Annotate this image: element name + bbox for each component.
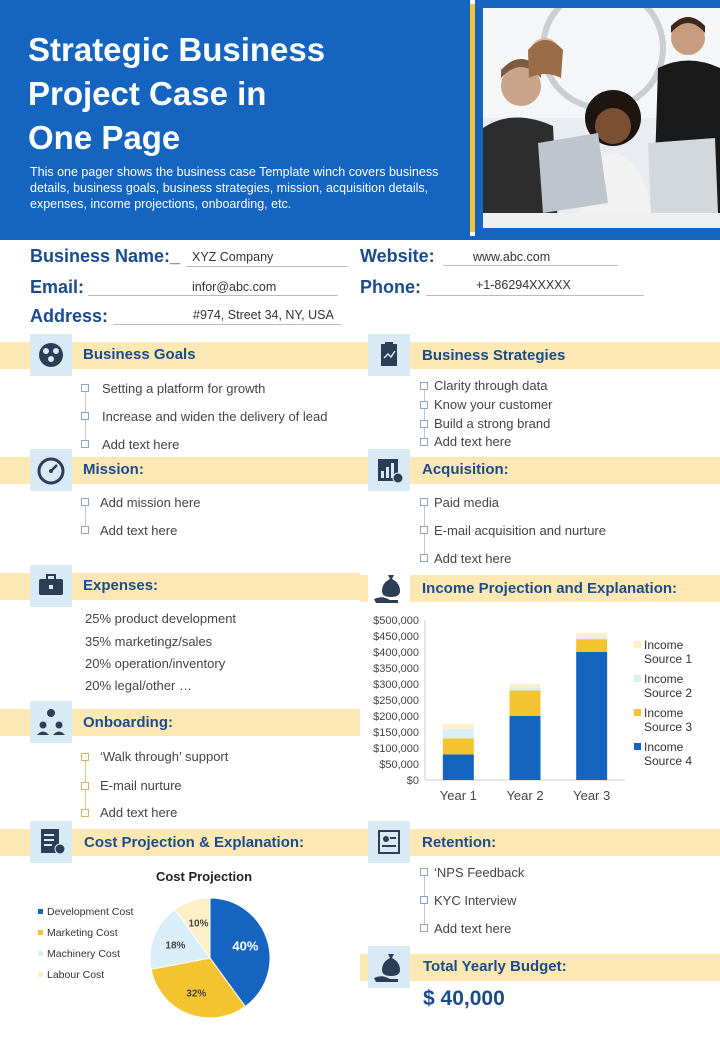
- pie-value-label: 40%: [232, 938, 259, 954]
- money-bag-hand-icon: [368, 946, 410, 988]
- legend-label: Labour Cost: [47, 969, 105, 981]
- onboarding-title: Onboarding:: [83, 714, 173, 731]
- legend-swatch: [634, 675, 641, 682]
- bullet: [81, 440, 89, 448]
- list-item: Add mission here: [100, 495, 201, 510]
- briefcase-icon: [30, 565, 72, 607]
- list-item: Know your customer: [434, 397, 553, 412]
- bar-segment: [576, 638, 607, 640]
- cost-title: Cost Projection & Explanation:: [84, 834, 305, 851]
- bar-segment: [443, 729, 474, 739]
- acquisition-title: Acquisition:: [422, 461, 509, 478]
- y-tick-label: $50,000: [379, 759, 419, 771]
- bar-segment: [576, 652, 607, 780]
- legend-label: Source 1: [644, 652, 693, 666]
- bar-segment: [443, 738, 474, 754]
- bullet: [81, 526, 89, 534]
- money-bag-hand-icon: [368, 567, 410, 609]
- y-tick-label: $400,000: [373, 647, 419, 659]
- page-title: Strategic Business Project Case in One Page: [28, 31, 326, 156]
- list-item: E-mail acquisition and nurture: [434, 523, 606, 538]
- list-item: ‘Walk through’ support: [100, 749, 229, 764]
- list-item: ‘NPS Feedback: [434, 865, 525, 880]
- bar-report-icon: [368, 449, 410, 491]
- y-tick-label: $300,000: [373, 679, 419, 691]
- list-item: 20% operation/inventory: [85, 656, 226, 671]
- page-description: This one pager shows the business case Template winch covers business details, business goals, business strategies, mission, acquisition details, expenses, income projections, onboarding, etc.: [30, 165, 439, 211]
- y-tick-label: $100,000: [373, 743, 419, 755]
- bar-segment: [510, 684, 541, 687]
- legend-swatch: [634, 709, 641, 716]
- bullet: [420, 401, 428, 409]
- people-exchange-icon: [368, 821, 410, 863]
- list-item: Add text here: [100, 805, 178, 820]
- legend-label: Source 3: [644, 720, 693, 734]
- list-item: E-mail nurture: [100, 778, 182, 793]
- pie-value-label: 10%: [188, 918, 209, 930]
- business-goals-title: Business Goals: [83, 346, 196, 363]
- bar-segment: [510, 687, 541, 690]
- y-tick-label: $450,000: [373, 631, 419, 643]
- y-tick-label: $0: [406, 775, 419, 787]
- income-projection-chart: [360, 608, 720, 808]
- list-item: KYC Interview: [434, 893, 517, 908]
- bar-segment: [510, 690, 541, 716]
- list-item: Add text here: [434, 551, 512, 566]
- bullet: [420, 554, 428, 562]
- list-item: Add text here: [102, 437, 180, 452]
- budget-value: $ 40,000: [423, 987, 505, 1010]
- y-tick-label: $250,000: [373, 695, 419, 707]
- list-item: Add text here: [100, 523, 178, 538]
- bullet: [420, 526, 428, 534]
- mission-title: Mission:: [83, 461, 144, 478]
- bullet: [420, 868, 428, 876]
- business-strategies-title: Business Strategies: [422, 347, 566, 364]
- bullet: [81, 412, 89, 420]
- y-tick-label: $500,000: [373, 615, 419, 627]
- x-tick-label: Year 3: [573, 788, 611, 803]
- bullet: [420, 382, 428, 390]
- website-field[interactable]: www.abc.com: [443, 250, 618, 266]
- list-item: Setting a platform for growth: [102, 381, 266, 396]
- phone-label: Phone:: [360, 277, 421, 297]
- x-tick-label: Year 1: [439, 788, 477, 803]
- acquisition-band: [360, 457, 720, 484]
- bar-segment: [443, 754, 474, 780]
- address-label: Address:: [30, 306, 109, 326]
- bullet: [420, 924, 428, 932]
- list-item: Add text here: [434, 921, 512, 936]
- team-gear-icon: [30, 334, 72, 376]
- legend-swatch: [38, 951, 43, 956]
- legend-label: Machinery Cost: [47, 948, 120, 960]
- x-tick-label: Year 2: [506, 788, 544, 803]
- bullet: [81, 809, 89, 817]
- legend-label: Income: [644, 638, 684, 652]
- bullet: [81, 498, 89, 506]
- bullet: [420, 420, 428, 428]
- document-cost-icon: [30, 821, 72, 863]
- legend-swatch: [634, 641, 641, 648]
- business-name-field[interactable]: XYZ Company: [186, 250, 348, 267]
- list-item: Build a strong brand: [434, 416, 551, 431]
- list-item: Clarity through data: [434, 378, 548, 393]
- legend-label: Income: [644, 706, 684, 720]
- expenses-title: Expenses:: [83, 577, 159, 594]
- bullet: [81, 384, 89, 392]
- legend-label: Source 2: [644, 686, 693, 700]
- legend-swatch: [38, 972, 43, 977]
- bullet: [420, 498, 428, 506]
- header-bottom-bar: [0, 236, 720, 240]
- bar-segment: [576, 633, 607, 638]
- y-tick-label: $150,000: [373, 727, 419, 739]
- chart-title: Cost Projection: [155, 869, 253, 884]
- legend-label: Marketing Cost: [47, 927, 118, 939]
- y-tick-label: $350,000: [373, 663, 419, 675]
- cost-projection-chart: [30, 862, 330, 1027]
- address-field[interactable]: #974, Street 34, NY, USA: [113, 308, 341, 325]
- clipboard-icon: [368, 334, 410, 376]
- budget-title: Total Yearly Budget:: [423, 958, 567, 975]
- list-item: 20% legal/other …: [85, 678, 192, 693]
- retention-title: Retention:: [422, 834, 497, 851]
- bullet: [81, 782, 89, 790]
- gauge-icon: [30, 449, 72, 491]
- legend-label: Income: [644, 740, 684, 754]
- legend-label: Development Cost: [47, 906, 134, 918]
- team-settings-icon: [30, 701, 72, 743]
- list-item: 35% marketingz/sales: [85, 634, 213, 649]
- pie-value-label: 32%: [186, 988, 207, 1000]
- bullet: [420, 438, 428, 446]
- legend-swatch: [634, 743, 641, 750]
- income-title: Income Projection and Explanation:: [422, 580, 678, 597]
- list-item: Paid media: [434, 495, 500, 510]
- retention-band: [360, 829, 720, 856]
- list-item: Add text here: [434, 434, 512, 449]
- team-photo: [483, 8, 720, 228]
- y-tick-label: $200,000: [373, 711, 419, 723]
- legend-swatch: [38, 930, 43, 935]
- website-label: Website:: [360, 246, 435, 266]
- bar-segment: [576, 639, 607, 652]
- bullet: [81, 753, 89, 761]
- connector-line: [424, 384, 425, 442]
- bullet: [420, 896, 428, 904]
- list-item: 25% product development: [85, 611, 237, 626]
- list-item: Increase and widen the delivery of lead: [102, 409, 328, 424]
- business-name-label: Business Name:_: [30, 246, 181, 266]
- legend-swatch: [38, 909, 43, 914]
- email-field[interactable]: infor@abc.com: [88, 280, 338, 296]
- email-label: Email:: [30, 277, 85, 297]
- pie-value-label: 18%: [165, 940, 186, 952]
- bar-segment: [443, 724, 474, 729]
- legend-label: Income: [644, 672, 684, 686]
- bar-segment: [510, 716, 541, 780]
- phone-field[interactable]: +1-86294XXXXX: [426, 278, 644, 296]
- legend-label: Source 4: [644, 754, 693, 768]
